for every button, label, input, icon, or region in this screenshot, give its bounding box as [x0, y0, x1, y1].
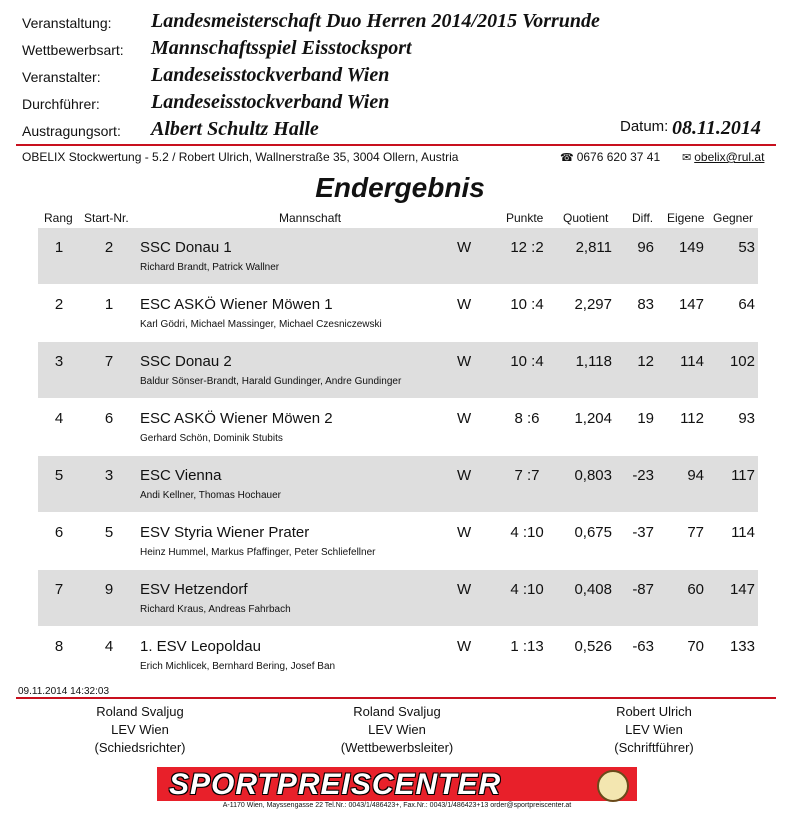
- signature-role: (Schiedsrichter): [94, 740, 186, 755]
- team-name: 1. ESV Leopoldau: [140, 638, 261, 655]
- eigene: 147: [678, 296, 704, 313]
- gegner: 147: [729, 581, 755, 598]
- email[interactable]: [682, 150, 764, 164]
- quotient: 2,811: [575, 239, 612, 256]
- gegner: 133: [729, 638, 755, 655]
- gegner: 102: [729, 353, 755, 370]
- w-flag: W: [457, 467, 472, 484]
- w-flag: W: [457, 353, 472, 370]
- header-row-veranstaltung: [0, 10, 800, 36]
- print-timestamp: 09.11.2014 14:32:03: [18, 686, 110, 697]
- rang: 6: [54, 524, 64, 541]
- start-nr: 7: [104, 353, 114, 370]
- col-team: Mannschaft: [279, 211, 342, 225]
- quotient: 0,803: [574, 467, 612, 484]
- punkte: 12 :2: [510, 239, 544, 256]
- quotient: 0,408: [574, 581, 612, 598]
- table-row: [38, 228, 758, 284]
- rang: 8: [54, 638, 64, 655]
- signature-role: (Wettbewerbsleiter): [340, 740, 454, 755]
- signature-org: LEV Wien: [368, 722, 426, 737]
- page-title: Endergebnis: [315, 172, 485, 203]
- col-gegner: Gegner: [713, 211, 754, 225]
- table-row: [38, 285, 758, 341]
- team-name: SSC Donau 1: [140, 239, 232, 256]
- trophy-icon: [597, 770, 629, 802]
- punkte: 8 :6: [514, 410, 540, 427]
- signature-role: (Schriftführer): [614, 740, 694, 755]
- header-value: Albert Schultz Halle: [151, 118, 319, 140]
- quotient: 0,675: [574, 524, 612, 541]
- divider: [16, 697, 776, 699]
- diff: 96: [637, 239, 654, 256]
- players: Erich Michlicek, Bernhard Bering, Josef Ban: [140, 661, 336, 672]
- table-row: [38, 513, 758, 569]
- diff: -23: [632, 467, 654, 484]
- gegner: 114: [731, 524, 755, 541]
- signature-name: Roland Svaljug: [353, 704, 441, 719]
- gegner: 93: [738, 410, 755, 427]
- header-row-veranstalter: [0, 64, 800, 90]
- quotient: 1,204: [574, 410, 612, 427]
- diff: -63: [632, 638, 654, 655]
- header-row-durchfuehrer: [0, 91, 800, 117]
- sponsor-name: SPORTPREISCENTER: [169, 768, 502, 801]
- header-value: Mannschaftsspiel Eisstocksport: [151, 37, 412, 59]
- start-nr: 4: [104, 638, 114, 655]
- diff: 19: [637, 410, 654, 427]
- email-link[interactable]: obelix@rul.at: [694, 150, 765, 164]
- start-nr: 9: [104, 581, 114, 598]
- header-label: Veranstaltung:: [22, 15, 112, 31]
- table-row: [38, 456, 758, 512]
- eigene: 149: [678, 239, 704, 256]
- organizer-line: OBELIX Stockwertung - 5.2 / Robert Ulrich, Wallnerstraße 35, 3004 Ollern, Austria: [22, 150, 459, 164]
- w-flag: W: [457, 581, 472, 598]
- punkte: 4 :10: [510, 581, 544, 598]
- sponsor-address: A-1170 Wien, Mayssengasse 22 Tel.Nr.: 0043/1/486423+, Fax.Nr.: 0043/1/486423+13 order@sportpreiscenter.at: [222, 802, 572, 809]
- header-label: Austragungsort:: [22, 123, 121, 139]
- eigene: 94: [687, 467, 704, 484]
- w-flag: W: [457, 239, 472, 256]
- team-name: ESC ASKÖ Wiener Möwen 1: [140, 296, 333, 313]
- quotient: 1,118: [575, 353, 612, 370]
- table-row: [38, 342, 758, 398]
- team-name: ESC Vienna: [140, 467, 222, 484]
- rang: 4: [54, 410, 64, 427]
- col-start: Start-Nr.: [84, 211, 129, 225]
- players: Richard Brandt, Patrick Wallner: [140, 262, 280, 273]
- envelope-icon: ✉: [682, 152, 692, 164]
- header-label: Durchführer:: [22, 96, 100, 112]
- start-nr: 6: [104, 410, 114, 427]
- rang: 1: [54, 239, 64, 256]
- team-name: ESV Hetzendorf: [140, 581, 248, 598]
- signature-name: Roland Svaljug: [96, 704, 184, 719]
- players: Baldur Sönser-Brandt, Harald Gundinger, Andre Gundinger: [140, 376, 402, 387]
- start-nr: 2: [104, 239, 114, 256]
- datum-label: Datum:: [620, 118, 669, 135]
- gegner: 117: [731, 467, 755, 484]
- rang: 5: [54, 467, 64, 484]
- phone-icon: ☎: [560, 152, 574, 164]
- header-value: Landesmeisterschaft Duo Herren 2014/2015 Vorrunde: [151, 10, 600, 32]
- col-diff: Diff.: [632, 211, 654, 225]
- header-label: Veranstalter:: [22, 69, 101, 85]
- col-quotient: Quotient: [563, 211, 609, 225]
- players: Richard Kraus, Andreas Fahrbach: [140, 604, 291, 615]
- punkte: 7 :7: [514, 467, 540, 484]
- diff: -87: [632, 581, 654, 598]
- team-name: SSC Donau 2: [140, 353, 232, 370]
- start-nr: 1: [104, 296, 114, 313]
- eigene: 77: [687, 524, 704, 541]
- w-flag: W: [457, 638, 472, 655]
- players: Karl Gödri, Michael Massinger, Michael Czesniczewski: [140, 319, 382, 330]
- phone-number: 0676 620 37 41: [576, 150, 661, 164]
- header-row-wettbewerbsart: [0, 37, 800, 63]
- diff: 12: [637, 353, 654, 370]
- punkte: 10 :4: [510, 296, 544, 313]
- signature-org: LEV Wien: [625, 722, 683, 737]
- quotient: 2,297: [574, 296, 612, 313]
- table-row: [38, 627, 758, 683]
- w-flag: W: [457, 296, 472, 313]
- eigene: 60: [687, 581, 704, 598]
- punkte: 10 :4: [510, 353, 544, 370]
- table-row: [38, 399, 758, 455]
- signature-schiedsrichter: [40, 703, 240, 757]
- sponsor-logo: [157, 767, 637, 801]
- players: Heinz Hummel, Markus Pfaffinger, Peter Schliefellner: [140, 547, 376, 558]
- eigene: 114: [680, 353, 704, 370]
- col-rang: Rang: [44, 211, 73, 225]
- signature-name: Robert Ulrich: [616, 704, 692, 719]
- diff: -37: [632, 524, 654, 541]
- eigene: 112: [680, 410, 704, 427]
- gegner: 53: [738, 239, 755, 256]
- start-nr: 3: [104, 467, 114, 484]
- table-row: [38, 570, 758, 626]
- gegner: 64: [738, 296, 755, 313]
- quotient: 0,526: [574, 638, 612, 655]
- w-flag: W: [457, 410, 472, 427]
- col-eigene: Eigene: [667, 211, 705, 225]
- eigene: 70: [687, 638, 704, 655]
- header-value: Landeseisstockverband Wien: [151, 91, 390, 113]
- signature-org: LEV Wien: [111, 722, 169, 737]
- team-name: ESC ASKÖ Wiener Möwen 2: [140, 410, 333, 427]
- rang: 7: [54, 581, 64, 598]
- signature-schriftfuehrer: [554, 703, 754, 757]
- rang: 2: [54, 296, 64, 313]
- punkte: 4 :10: [510, 524, 544, 541]
- players: Andi Kellner, Thomas Hochauer: [140, 490, 282, 501]
- punkte: 1 :13: [510, 638, 544, 655]
- start-nr: 5: [104, 524, 114, 541]
- diff: 83: [637, 296, 654, 313]
- header-value: Landeseisstockverband Wien: [151, 64, 390, 86]
- divider: [16, 144, 776, 146]
- players: Gerhard Schön, Dominik Stubits: [140, 433, 283, 444]
- header-label: Wettbewerbsart:: [22, 42, 124, 58]
- rang: 3: [54, 353, 64, 370]
- signature-wettbewerbsleiter: [297, 703, 497, 757]
- phone: [560, 150, 660, 164]
- w-flag: W: [457, 524, 472, 541]
- team-name: ESV Styria Wiener Prater: [140, 524, 310, 541]
- datum-value: 08.11.2014: [672, 117, 761, 139]
- col-punkte: Punkte: [506, 211, 544, 225]
